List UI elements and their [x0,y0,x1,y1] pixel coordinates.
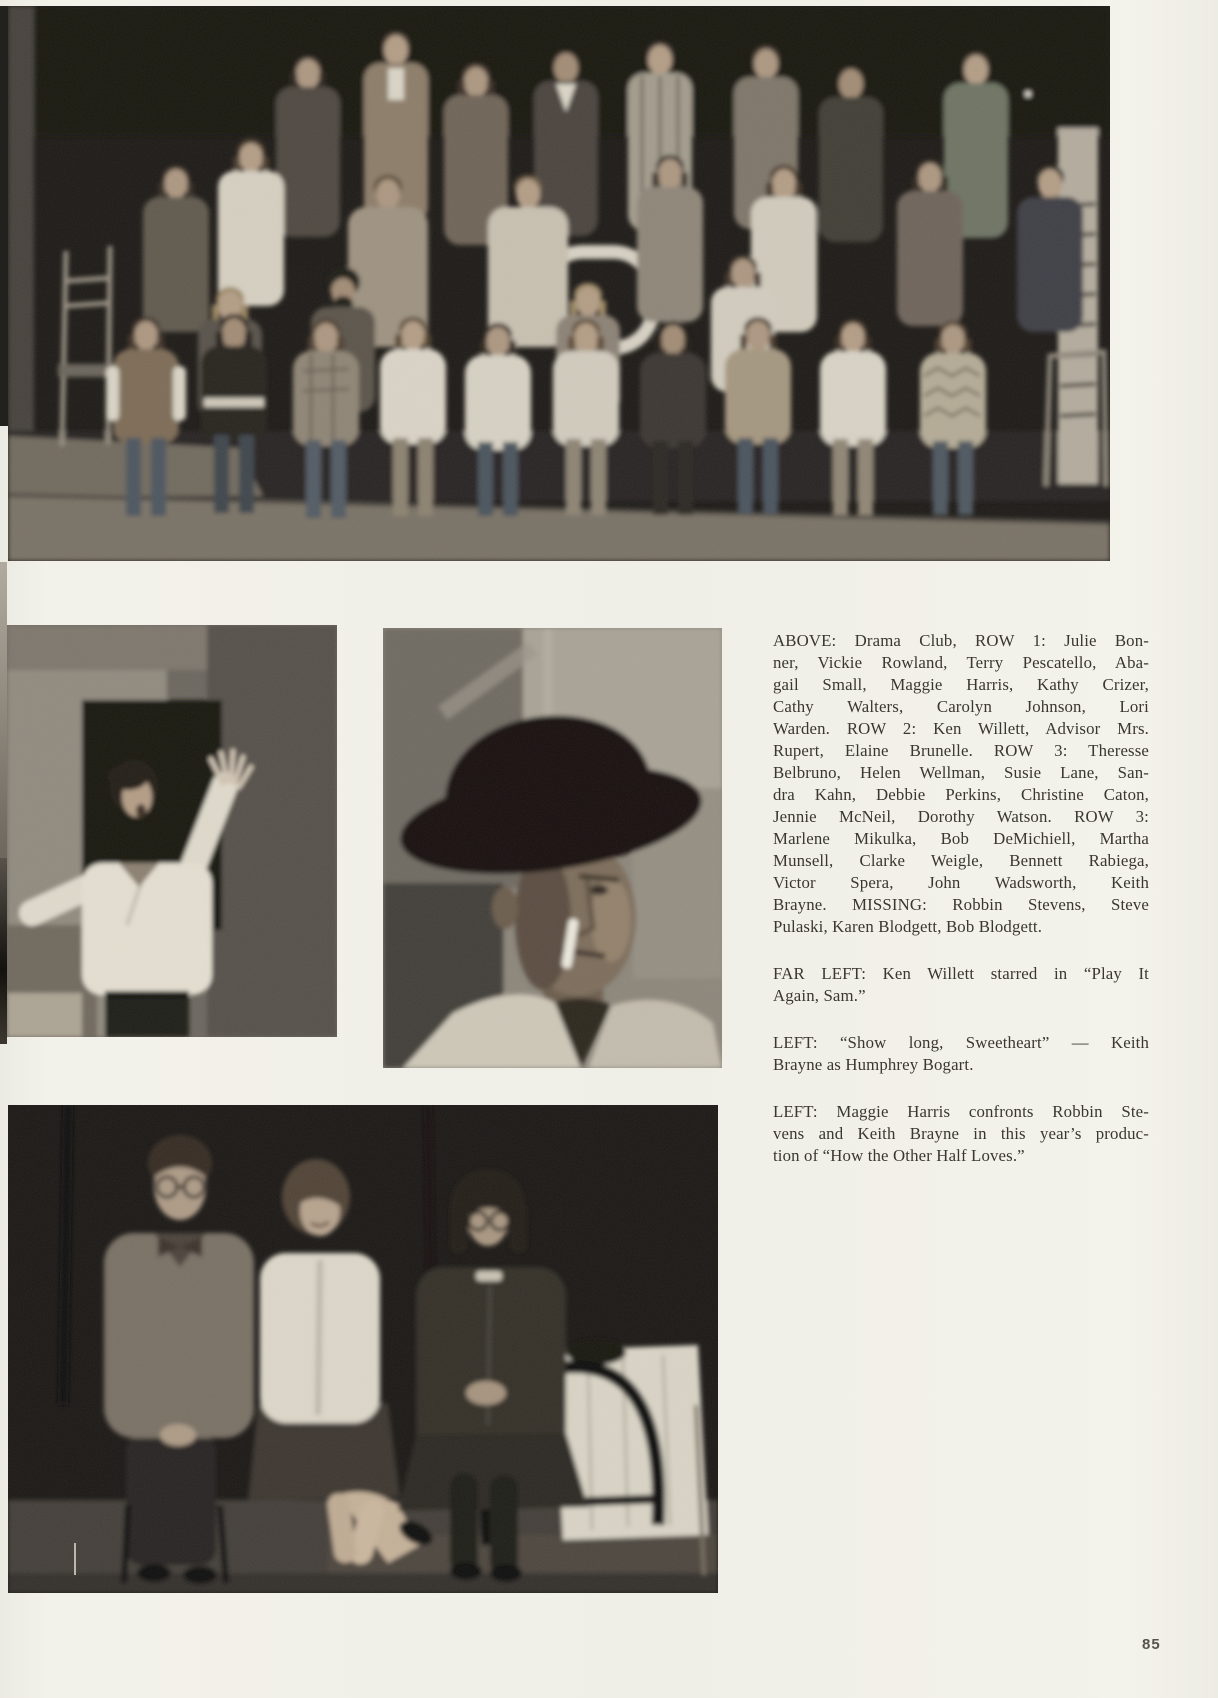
keith-brayne-bogart-photo [383,628,722,1068]
caption-line: dra Kahn, Debbie Perkins, Christine Caton, [773,785,1149,804]
drama-club-group-photo [8,6,1110,561]
caption-column [773,630,1149,1192]
ken-willett-photo [7,625,337,1037]
caption-line: Warden. ROW 2: Ken Willett, Advisor Mrs. [773,719,1149,738]
trio-photo-art [8,1105,718,1593]
left-bogart-caption [773,1032,1149,1076]
caption-line: Munsell, Clarke Weigle, Bennett Rabiega, [773,851,1149,870]
caption-line: Victor Spera, John Wadsworth, Keith [773,873,1149,892]
caption-line: vens and Keith Brayne in this year’s produc- [773,1124,1149,1143]
caption-line: Rupert, Elaine Brunelle. ROW 3: Theresse [773,741,1149,760]
caption-line: Marlene Mikulka, Bob DeMichiell, Martha [773,829,1149,848]
caption-line: gail Small, Maggie Harris, Kathy Crizer, [773,675,1149,694]
how-the-other-half-loves-photo [8,1105,718,1593]
page-number: 85 [1142,1636,1161,1653]
scan-mark-artifact [74,1543,76,1575]
scan-edge-artifact [0,562,7,860]
caption-line: Brayne. MISSING: Robbin Stevens, Steve [773,895,1149,914]
caption-line: Brayne as Humphrey Bogart. [773,1055,974,1074]
caption-line: Jennie McNeil, Dorothy Watson. ROW 3: [773,807,1149,826]
caption-line: LEFT: “Show long, Sweetheart” — Keith [773,1033,1149,1052]
willett-photo-art [7,625,337,1037]
caption-line: ABOVE: Drama Club, ROW 1: Julie Bon- [773,631,1149,650]
caption-line: ner, Vickie Rowland, Terry Pescatello, Aba- [773,653,1149,672]
far-left-caption [773,963,1149,1007]
caption-line: Again, Sam.” [773,986,866,1005]
group-photo-art [8,6,1110,561]
caption-line: Belbruno, Helen Wellman, Susie Lane, San- [773,763,1149,782]
caption-line: LEFT: Maggie Harris confronts Robbin Ste- [773,1102,1149,1121]
caption-line: Pulaski, Karen Blodgett, Bob Blodgett. [773,917,1043,936]
bogart-photo-art [383,628,722,1068]
caption-line: Cathy Walters, Carolyn Johnson, Lori [773,697,1149,716]
scan-edge-artifact [0,6,8,426]
caption-line: tion of “How the Other Half Loves.” [773,1146,1025,1165]
above-caption [773,630,1149,938]
scan-edge-artifact [0,858,7,1044]
caption-line: FAR LEFT: Ken Willett starred in “Play It [773,964,1149,983]
left-production-caption [773,1101,1149,1167]
